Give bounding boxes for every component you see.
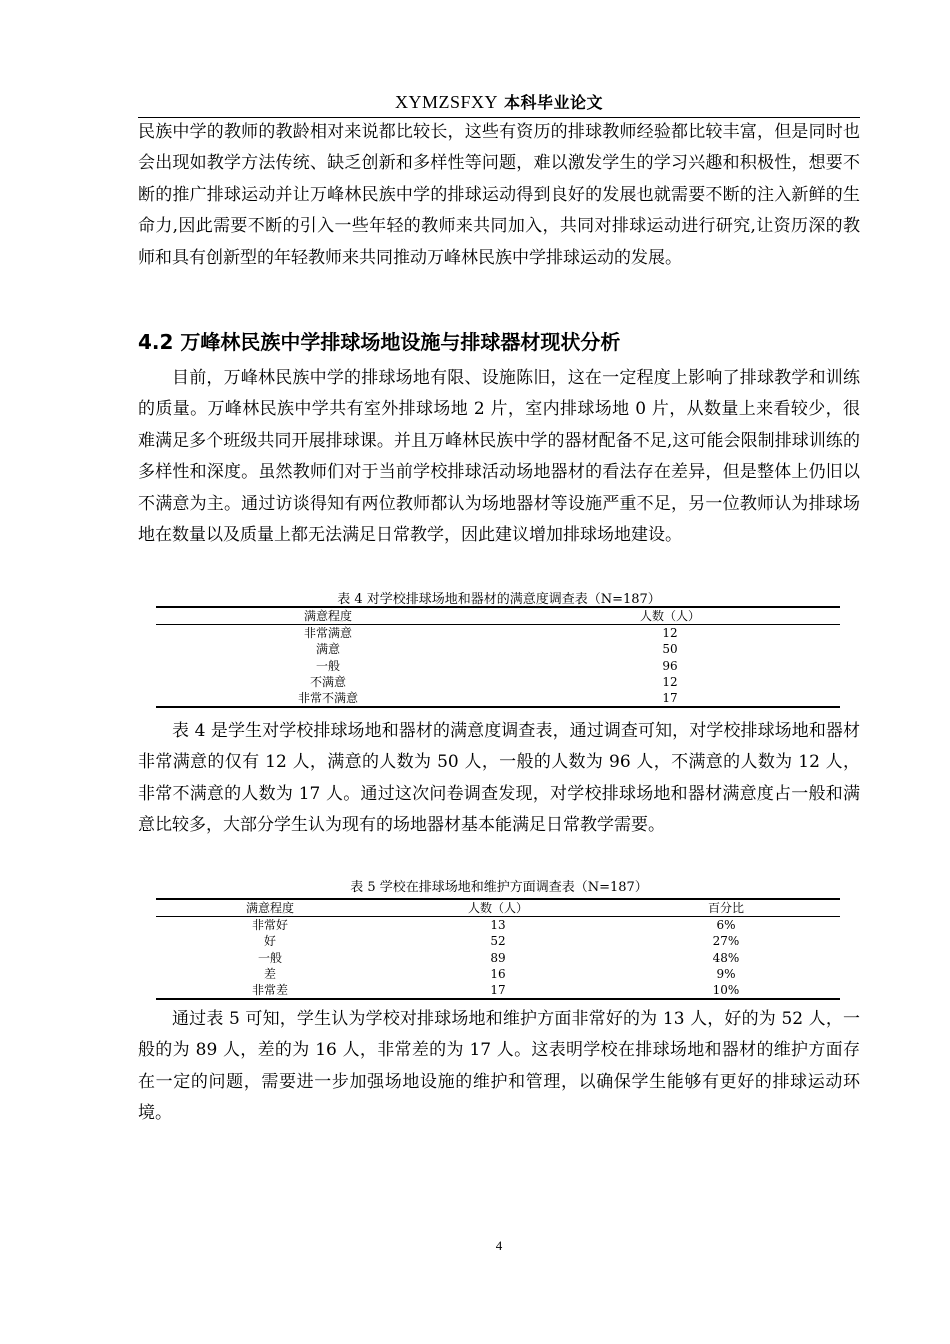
table-cell: 6% (716, 918, 736, 933)
table-cell: 12 (662, 626, 678, 641)
table-cell: 一般 (315, 658, 340, 673)
table-cell: 48% (712, 950, 740, 965)
table-row (156, 966, 840, 982)
table-row (156, 658, 840, 674)
paragraph-4: 通过表 5 可知，学生认为学校对排球场地和维护方面非常好的为 13 人，好的为 52 人，一般的为 89 人，差的为 16 人，非常差的为 17 人。这表明学校在排球场地和器材的维护方面存在一定的问题，需要进一步加强场地设施的维护和管理，以确保学生能够有更好的排球运动环境。 (138, 1009, 860, 1124)
table-header-row (156, 607, 840, 625)
table-cell: 好 (263, 934, 276, 949)
table-cell: 52 (490, 934, 506, 949)
table-cell: 89 (490, 950, 506, 965)
table-row (156, 674, 840, 690)
table-cell: 10% (712, 983, 740, 998)
table-cell: 12 (662, 674, 678, 689)
table-cell: 差 (263, 966, 276, 981)
page-number: 4 (495, 1238, 503, 1253)
table-row (156, 917, 840, 934)
table-header-cell: 满意程度 (156, 607, 500, 625)
table-cell: 9% (716, 966, 736, 981)
table-header-cell: 满意程度 (156, 899, 384, 917)
table-cell: 不满意 (309, 674, 346, 689)
table-cell: 13 (490, 918, 506, 933)
table-header-cell: 人数（人） (500, 607, 840, 625)
paragraph-2: 目前，万峰林民族中学的排球场地有限、设施陈旧，这在一定程度上影响了排球教学和训练的质量。万峰林民族中学共有室外排球场地 2 片，室内排球场地 0 片，从数量上来看较少，很难满足多个班级共同开展排球课。并且万峰林民族中学的器材配备不足,这可能会限制排球训练的多样性和深度。虽然教师们对于当前学校排球活动场地器材的看法存在差异，但是整体上仍旧以不满意为主。通过访谈得知有两位教师都认为场地器材等设施严重不足，另一位教师认为排球场地在数量以及质量上都无法满足日常教学，因此建议增加排球场地建设。 (138, 368, 860, 546)
table-row (156, 641, 840, 657)
table-cell: 非常差 (251, 983, 288, 998)
table-row (156, 982, 840, 999)
table-5 (156, 898, 840, 1000)
table-header-row (156, 899, 840, 917)
table-cell: 16 (490, 966, 506, 981)
table-cell: 非常满意 (303, 626, 352, 641)
table-header-cell: 人数（人） (384, 899, 612, 917)
header-code: XYMZSFXY (395, 92, 499, 112)
section-heading: 4.2 万峰林民族中学排球场地设施与排球器材现状分析 (138, 330, 621, 354)
table-row (156, 625, 840, 642)
paragraph-3: 表 4 是学生对学校排球场地和器材的满意度调查表，通过调查可知，对学校排球场地和器材非常满意的仅有 12 人，满意的人数为 50 人，一般的人数为 96 人，不满意的人数为 12 人，非常不满意的人数为 17 人。通过这次问卷调查发现，对学校排球场地和器材满意度占一般和满意比较多，大部分学生认为现有的场地器材基本能满足日常教学需要。 (138, 721, 860, 836)
table-cell: 17 (490, 983, 506, 998)
table-cell: 17 (662, 691, 678, 706)
table5-caption: 表 5 学校在排球场地和维护方面调查表（N=187） (350, 880, 648, 895)
table-row (156, 690, 840, 707)
table-row (156, 950, 840, 966)
table-cell: 27% (712, 934, 740, 949)
paragraph-1: 民族中学的教师的教龄相对来说都比较长，这些有资历的排球教师经验都比较丰富，但是同时也会出现如教学方法传统、缺乏创新和多样性等问题，难以激发学生的学习兴趣和积极性，想要不断的推广排球运动并让万峰林民族中学的排球运动得到良好的发展也就需要不断的注入新鲜的生命力,因此需要不断的引入一些年轻的教师来共同加入，共同对排球运动进行研究,让资历深的教师和具有创新型的年轻教师来共同推动万峰林民族中学排球运动的发展。 (138, 122, 860, 268)
table-cell: 50 (662, 642, 678, 657)
table4-caption: 表 4 对学校排球场地和器材的满意度调查表（N=187） (337, 592, 661, 607)
table-row (156, 933, 840, 949)
table-cell: 一般 (257, 950, 282, 965)
header-label: 本科毕业论文 (503, 93, 603, 112)
table-cell: 满意 (315, 642, 340, 657)
table-cell: 非常好 (251, 918, 288, 933)
page-header (138, 90, 860, 113)
table-cell: 96 (662, 658, 678, 673)
table-header-cell: 百分比 (612, 899, 840, 917)
table-4 (156, 606, 840, 708)
table-cell: 非常不满意 (297, 691, 358, 706)
